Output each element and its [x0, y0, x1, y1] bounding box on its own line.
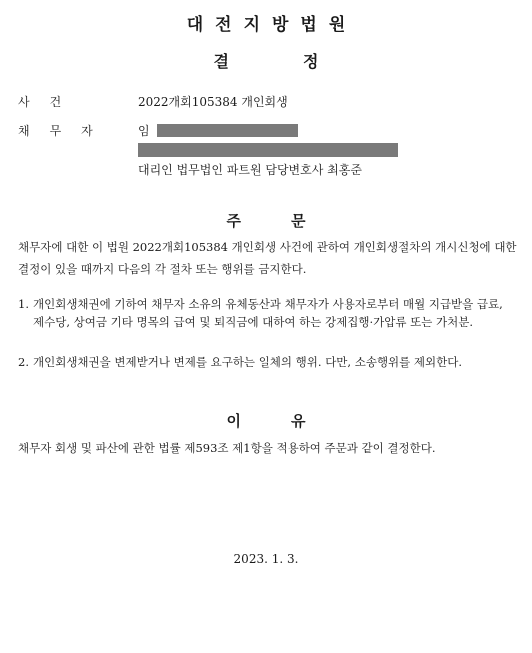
reason-heading	[0, 410, 532, 431]
reason-heading-right: 유	[291, 412, 306, 430]
order-heading-left: 주	[226, 212, 241, 230]
court-name: 대전지방법원	[186, 15, 358, 35]
order-item-text: 개인회생채권에 기하여 채무자 소유의 유체동산과 채무자가 사용자로부터 매월 지급받을 급료, 제수당, 상여금 기타 명목의 급여 및 퇴직금에 대하여 하는 강제집행·가압류 또는 가처분.	[33, 297, 503, 329]
debtor-row	[18, 123, 150, 139]
redacted-debtor-address	[138, 143, 398, 157]
reason-text: 채무자 회생 및 파산에 관한 법률 제593조 제1항을 적용하여 주문과 같이 결정한다.	[18, 441, 436, 455]
order-item-2	[18, 353, 510, 371]
decision-date: 2023. 1. 3.	[233, 552, 299, 566]
title-char-right: 정	[303, 52, 319, 71]
case-label: 사건	[18, 95, 82, 109]
debtor-prefix: 임	[138, 124, 150, 138]
document-title	[0, 49, 532, 72]
title-char-left: 결	[213, 52, 229, 71]
order-item-1	[18, 295, 510, 331]
redacted-debtor-name	[157, 124, 298, 137]
order-heading-right: 문	[291, 212, 306, 230]
order-item-number: 2.	[18, 355, 29, 369]
case-row	[18, 94, 288, 110]
case-value: 2022개회105384 개인회생	[138, 95, 288, 109]
order-item-text: 개인회생채권을 변제받거나 변제를 요구하는 일체의 행위. 다만, 소송행위를 제외한다.	[33, 355, 463, 369]
reason-heading-left: 이	[226, 412, 241, 430]
order-heading	[0, 210, 532, 231]
order-item-number: 1.	[18, 297, 29, 311]
order-intro: 채무자에 대한 이 법원 2022개회105384 개인회생 사건에 관하여 개인회생절차의 개시신청에 대한 결정이 있을 때까지 다음의 각 절차 또는 행위를 금지한다.	[18, 240, 517, 276]
debtor-label: 채무자	[18, 124, 113, 138]
agent-row: 대리인 법무법인 파트원 담당변호사 최홍준	[138, 163, 362, 177]
